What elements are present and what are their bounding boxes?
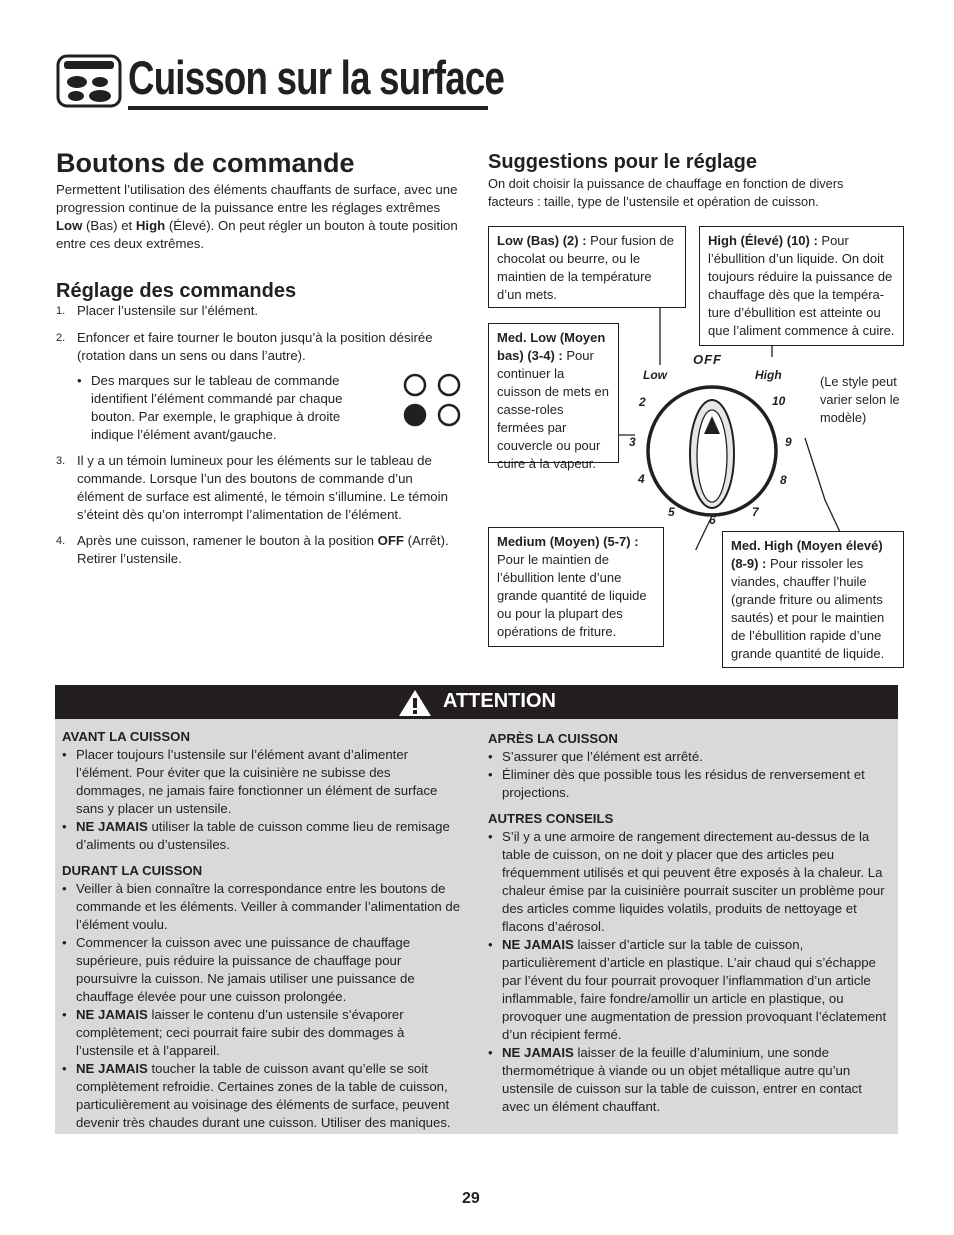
list-item: • NE JAMAIS toucher la table de cuisson avant qu’elle se soit complètement refroidie. Certaines zones de la table de cuisson, particulièrement au voisinage des éléments de surface, peuvent devenir très chaudes durant une cuisson. Utiliser des maniques.	[62, 1060, 462, 1132]
title-rule	[128, 106, 488, 110]
dial-number: 3	[629, 435, 636, 449]
callout-medhigh: Med. High (Moyen élevé) (8-9) : Pour rissoler les viandes, chauffer l’huile (grande friture ou aliments sautés) et pour le maintien de l’ébullition rapide d’une grande quantité de liquide.	[722, 531, 904, 668]
list-item: • Veiller à bien connaître la correspondance entre les boutons de commande et les éléments. Veiller à commander l’alimentation de l’élément voulu.	[62, 880, 462, 934]
dial-number: 4	[638, 472, 645, 486]
attention-label: ATTENTION	[443, 690, 556, 712]
list-item: • Commencer la cuisson avec une puissance de chauffage supérieure, puis réduire la puissance de chauffage pour poursuivre la cuisson. Ne jamais utiliser une puissance de chauffage élevée pour une cuisson prolongée.	[62, 934, 462, 1006]
style-note: (Le style peut varier selon le modèle)	[820, 374, 900, 425]
callout-high: High (Élevé) (10) : Pour l’ébullition d’un liquide. On doit toujours réduire la puissance de chauffage dès que la tempéra-ture d’ébullition est atteinte ou que l’aliment commence à cuire.	[699, 226, 904, 346]
section-heading-suggestions: Suggestions pour le réglage	[488, 151, 757, 173]
dial-number: 2	[639, 395, 646, 409]
dial-number: 8	[780, 473, 787, 487]
list-item: • Placer toujours l’ustensile sur l’élément avant d’alimenter l’élément. Pour éviter que la cuisinière ne subisse des dommages, ne jamais faire fonctionner un élément de surface sans y placer un ustensile.	[62, 746, 462, 818]
dial-number: 5	[668, 505, 675, 519]
step-4: 4. Après une cuisson, ramener le bouton à la position OFF (Arrêt). Retirer l’ustensile.	[56, 533, 449, 566]
dial-number: 7	[752, 505, 759, 519]
list-item: • NE JAMAIS laisser d’article sur la table de cuisson, particulièrement d’article en plastique. L’air chaud qui s’échappe par l’évent du four pourrait provoquer l’inflammation d’un article inflammable, faire fondre/amollir un article en plastique, ou provoquer une augmentation de pression provoquant l’éclatement d’un récipient fermé.	[488, 936, 893, 1044]
page-title: Cuisson sur la surface	[128, 51, 505, 104]
section-heading-controls: Boutons de commande	[56, 148, 355, 178]
heading-durant: DURANT LA CUISSON	[62, 863, 203, 878]
callout-medium: Medium (Moyen) (5-7) : Pour le maintien de l’ébullition lente d’une grande quantité de liquide ou pour la plupart des opérations de friture.	[488, 527, 664, 647]
heading-avant: AVANT LA CUISSON	[62, 729, 190, 744]
step-1: 1. Placer l’ustensile sur l’élément.	[56, 303, 259, 318]
attention-left-column	[62, 728, 462, 1132]
step-2-sub-bullet: • Des marques sur le tableau de commande identifient l’élément commandé par chaque bouton. Par exemple, le graphique à droite indique l’élément avant/gauche.	[77, 373, 343, 442]
leader-medium	[680, 520, 710, 550]
dial-label-off: OFF	[693, 352, 722, 367]
list-item: • S’il y a une armoire de rangement directement au-dessus de la table de cuisson, on ne doit y placer que des articles peu fréquemment utilisés et qui peuvent être exposés à la chaleur. La chaleur émise par la cuisinière pourrait susciter un problème pour des articles comme liquides volatils, produits de nettoyage et flacons d’aérosol.	[488, 828, 893, 936]
list-item: • NE JAMAIS utiliser la table de cuisson comme lieu de remisage d’aliments ou d’ustensiles.	[62, 818, 462, 854]
attention-right-column	[488, 730, 893, 1116]
step-2: 2. Enfoncer et faire tourner le bouton jusqu’à la position désirée (rotation dans un sens ou dans l’autre).	[56, 330, 433, 363]
warning-icon	[398, 689, 432, 717]
heading-apres: APRÈS LA CUISSON	[488, 731, 618, 746]
suggestions-intro: On doit choisir la puissance de chauffage en fonction de divers facteurs : taille, type de l’ustensile et opération de cuisson.	[488, 176, 844, 209]
list-item: • Éliminer dès que possible tous les résidus de renversement et projections.	[488, 766, 893, 802]
list-item: • NE JAMAIS laisser de la feuille d’aluminium, une sonde thermométrique à viande ou un objet métallique autre qu’un ustensile de cuisson sur la table de cuisson, entrer en contact avec un élément chauffant.	[488, 1044, 893, 1116]
subheading-settings: Réglage des commandes	[56, 280, 297, 302]
element-indicator-graphic	[402, 372, 462, 428]
dial-number: 10	[772, 394, 786, 408]
dial-label-high: High	[755, 368, 782, 382]
controls-intro: Permettent l’utilisation des éléments chauffants de surface, avec une progression continue de la puissance entre les réglages extrêmes Low (Bas) et High (Élevé). On peut régler un bouton à toute position entre ces deux extrêmes.	[56, 182, 458, 251]
heading-autres: AUTRES CONSEILS	[488, 811, 614, 826]
leader-medhigh	[805, 438, 840, 532]
list-item: • S’assurer que l’élément est arrêté.	[488, 748, 893, 766]
callout-medlow: Med. Low (Moyen bas) (3-4) : Pour continuer la cuisson de mets en casse-roles fermées par couvercle ou pour cuire à la vapeur.	[488, 323, 619, 463]
dial-number: 9	[785, 435, 792, 449]
step-3: 3. Il y a un témoin lumineux pour les éléments sur le tableau de commande. Lorsque l’un des boutons de commande d’un élément de surface est alimenté, le témoin s’illumine. Le témoin s’éteint dès qu’on interrompt l’alimentation de l’élément.	[56, 453, 448, 522]
dial-label-low: Low	[643, 368, 667, 382]
list-item: • NE JAMAIS laisser le contenu d’un ustensile s’évaporer complètement; ceci pourrait faire subir des dommages à l’ustensile et à l’appareil.	[62, 1006, 462, 1060]
callout-low: Low (Bas) (2) : Pour fusion de chocolat ou beurre, ou le maintien de la température d’un mets.	[488, 226, 686, 308]
page-number: 29	[462, 1190, 480, 1207]
cooktop-icon	[56, 54, 122, 108]
dial-number: 6	[709, 513, 716, 527]
